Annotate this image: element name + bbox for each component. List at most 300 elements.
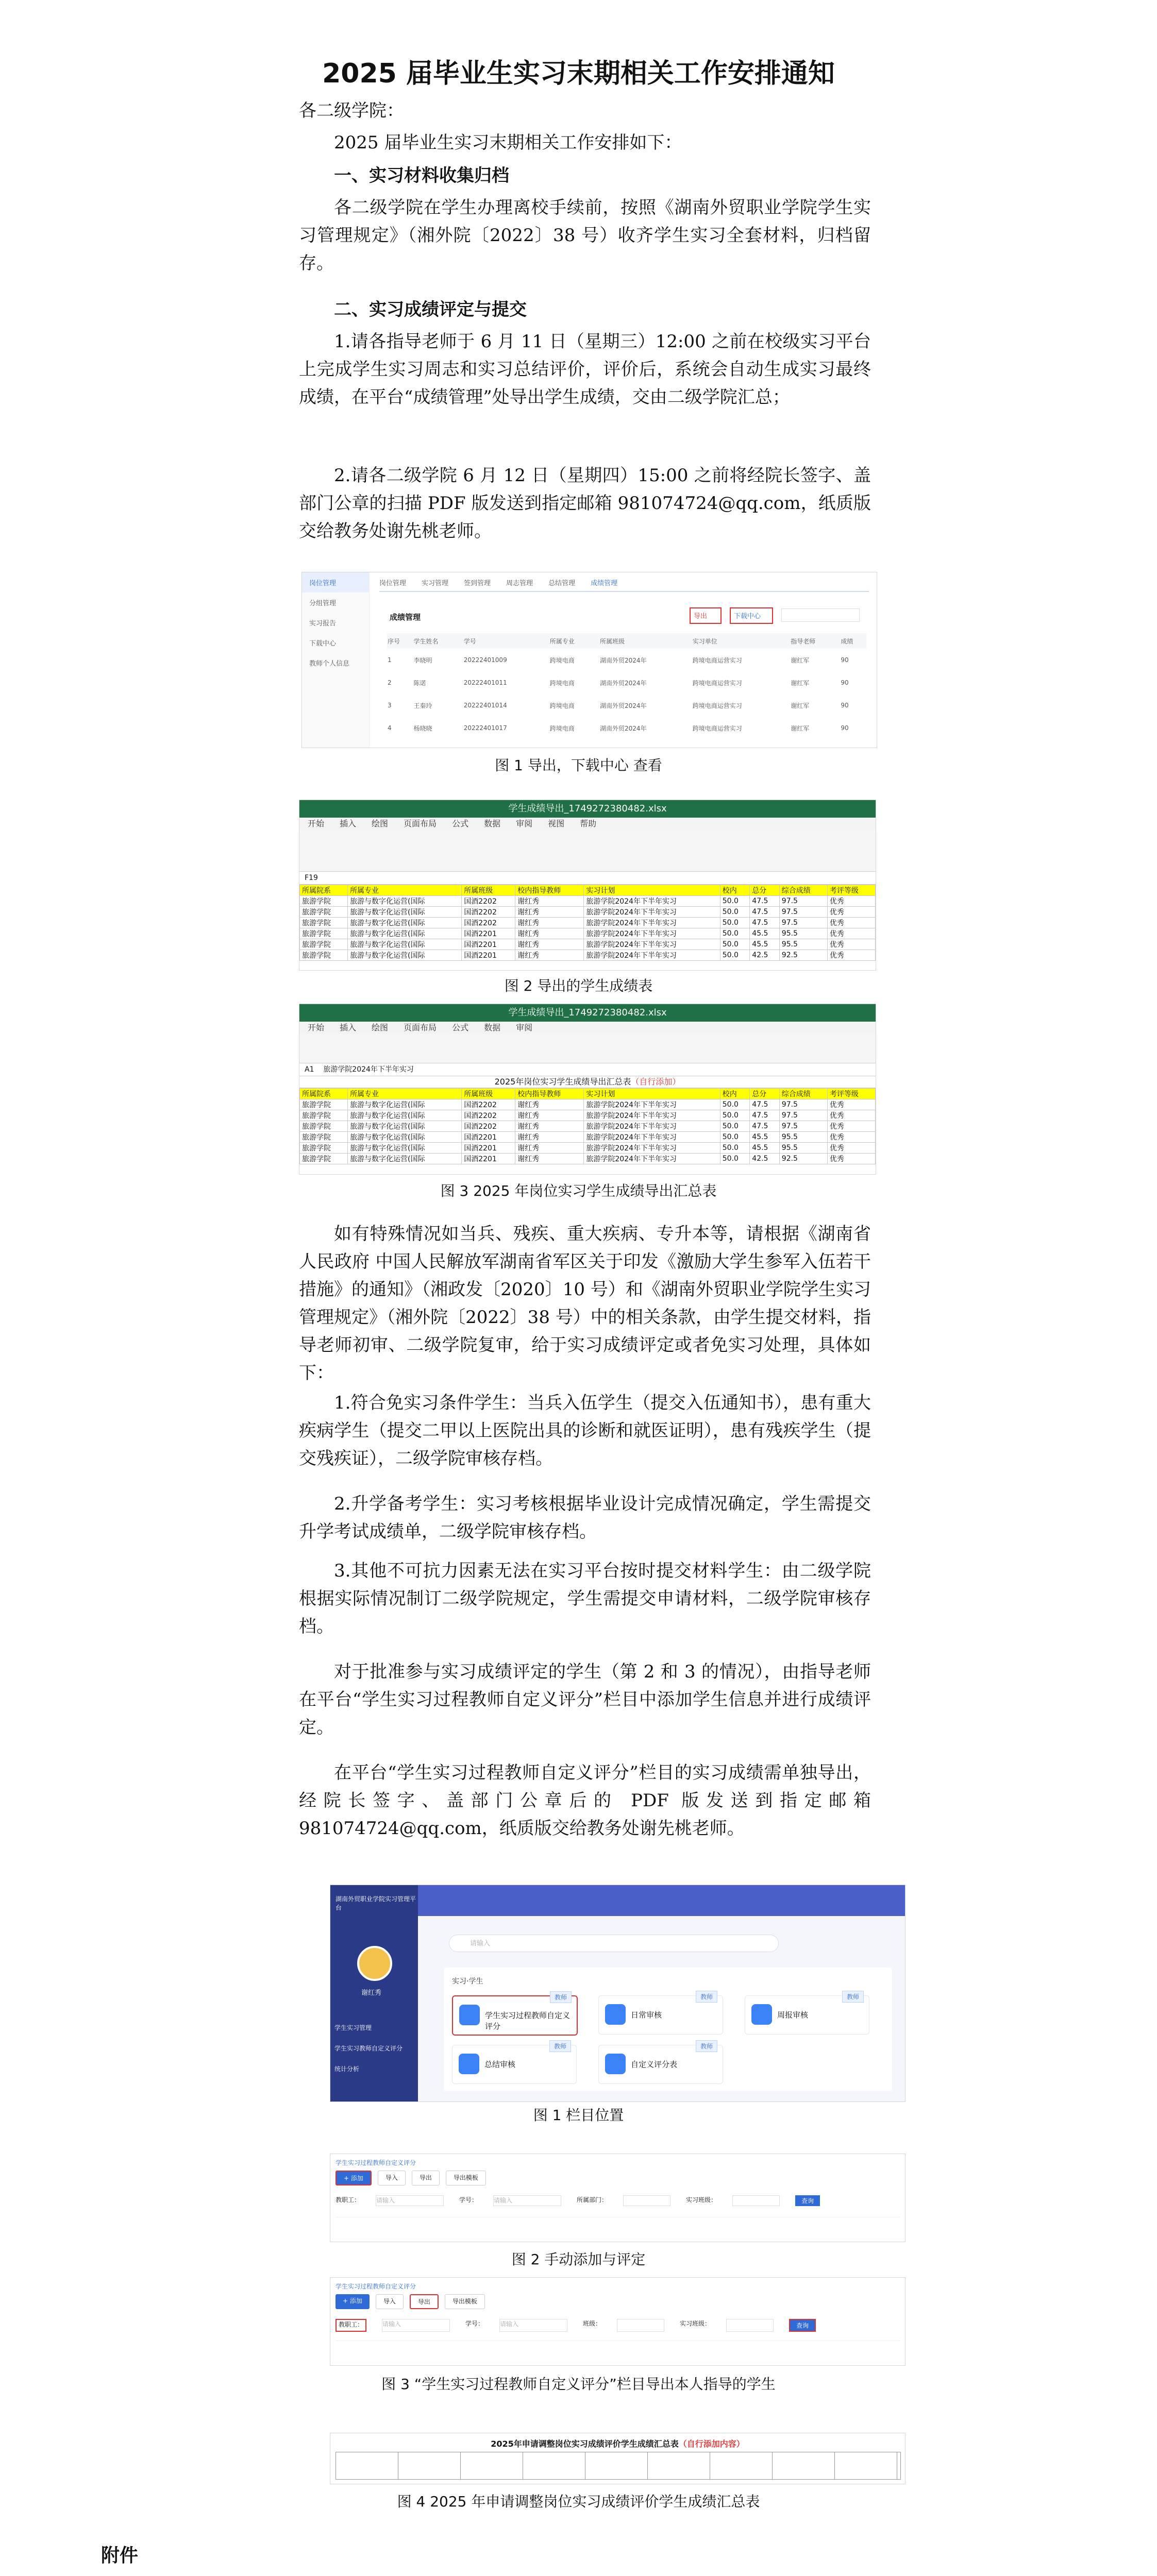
card-tag: 教师: [696, 2040, 717, 2052]
excel-sheet: [299, 885, 876, 961]
filter-label: 实习班级：: [680, 2320, 711, 2327]
table-cell: 97.5: [779, 896, 827, 907]
table-cell: 42.5: [750, 1154, 780, 1164]
excel-formula-bar[interactable]: [299, 1063, 876, 1076]
table-row: [387, 671, 866, 694]
section-title: 成绩管理: [390, 613, 421, 622]
filter-select[interactable]: [623, 2195, 670, 2206]
table-cell: 谢红秀: [515, 950, 584, 961]
add-button[interactable]: + 添加: [336, 2294, 370, 2309]
table-cell: 湖南外贸2024年: [599, 724, 647, 732]
figure-caption: 图 4 2025 年申请调整岗位实习成绩评价学生成绩汇总表: [397, 2493, 760, 2510]
table-cell: 90: [841, 679, 849, 686]
table-cell: 旅游学院: [300, 1110, 348, 1121]
column-header: 考评等级: [827, 1089, 875, 1099]
table-row: [387, 649, 866, 671]
table-cell: 旅游学院2024年下半年实习: [584, 1121, 720, 1132]
table-cell: 优秀: [827, 918, 875, 928]
table-cell: 50.0: [720, 918, 750, 928]
table-row: [300, 896, 876, 907]
table-cell: 旅游学院2024年下半年实习: [584, 939, 720, 950]
table-cell: 45.5: [750, 928, 780, 939]
paragraph-force-majeure: 3.其他不可抗力因素无法在实习平台按时提交材料学生：由二级学院根据实际情况制订二级学院规定，学生需提交申请材料，二级学院审核存档。: [299, 1561, 871, 1637]
table-cell: 45.5: [750, 1143, 780, 1154]
portal-menu-item[interactable]: 学生实习管理: [334, 2024, 372, 2031]
table-cell: 50.0: [720, 928, 750, 939]
column-header: 所属院系: [300, 885, 348, 896]
filter-label: 班级：: [583, 2320, 602, 2327]
template-grid: [336, 2452, 901, 2480]
figure-caption: 图 2 手动添加与评定: [511, 2251, 646, 2268]
table-cell: 旅游学院: [300, 1132, 348, 1143]
figure-excel-summary: [299, 1004, 876, 1175]
figure-caption: 图 3 “学生实习过程教师自定义评分”栏目导出本人指导的学生: [381, 2376, 776, 2393]
app-icon: [751, 2004, 772, 2025]
table-cell: 50.0: [720, 1143, 750, 1154]
table-cell: 旅游学院2024年下半年实习: [584, 1132, 720, 1143]
card-tag: 教师: [549, 2040, 571, 2052]
table-cell: 谢红秀: [515, 1154, 584, 1164]
table-cell: 50.0: [720, 1154, 750, 1164]
export-template-button[interactable]: 导出模板: [446, 2171, 486, 2185]
card-label: 总结审核: [484, 2060, 516, 2069]
table-cell: 跨境电商: [549, 724, 575, 732]
table-cell: 国酒2202: [462, 907, 515, 918]
section-heading-2: 二、实习成绩评定与提交: [334, 299, 527, 320]
table-row: [300, 1143, 876, 1154]
table-cell: 谢红军: [791, 702, 810, 709]
tab-item[interactable]: 周志管理: [506, 580, 533, 587]
column-header: 校内: [720, 1089, 750, 1099]
import-button[interactable]: 导入: [378, 2171, 406, 2185]
sidebar-item[interactable]: 下载中心: [309, 640, 337, 648]
table-row: [300, 1154, 876, 1164]
column-header: 学号: [463, 637, 476, 645]
app-icon: [459, 2005, 480, 2025]
menu-item[interactable]: 审阅: [516, 819, 533, 828]
card-tag: 教师: [550, 1991, 572, 2003]
paragraph-special-cases: 如有特殊情况如当兵、残疾、重大疾病、专升本等，请根据《湖南省人民政府 中国人民解放军湖南省军区关于印发《激励大学生参军入伍若干措施》的通知》（湘政发〔2020〕10 号）和《湖南外贸职业学院学生实习管理规定》（湘外院〔2022〕38 号）中的相关条款，由学生提交材料，指导老师初审、二级学院复审，给于实习成绩评定或者免实习处理，具体如下：: [299, 1224, 871, 1383]
portal-menu-item[interactable]: 统计分析: [334, 2065, 360, 2073]
template-title: [330, 2437, 905, 2449]
filter-select[interactable]: [732, 2195, 780, 2206]
table-cell: 90: [841, 724, 849, 732]
query-button[interactable]: 查询: [795, 2195, 820, 2206]
table-cell: 50.0: [720, 896, 750, 907]
table-cell: 旅游学院: [300, 1099, 348, 1110]
table-cell: 50.0: [720, 939, 750, 950]
column-header: 校内指导教师: [515, 1089, 584, 1099]
table-cell: 47.5: [750, 896, 780, 907]
column-header: 实习计划: [584, 885, 720, 896]
table-cell: 国酒2202: [462, 918, 515, 928]
tab-divider: [379, 591, 869, 592]
table-cell: 旅游学院: [300, 1143, 348, 1154]
figure-tabs: [379, 578, 617, 587]
excel-ribbon: [299, 830, 876, 872]
column-header: 所属班级: [599, 637, 625, 645]
table-cell: 旅游与数字化运营(国际: [348, 896, 462, 907]
sheet-title-row: [299, 1076, 876, 1088]
table-cell: 旅游学院2024年下半年实习: [584, 1154, 720, 1164]
table-row: [300, 1099, 876, 1110]
filter-select[interactable]: [617, 2319, 664, 2332]
app-icon: [459, 2054, 479, 2074]
excel-menu-bar: [299, 818, 876, 830]
column-header: 所属班级: [462, 1089, 515, 1099]
table-cell: 优秀: [827, 1132, 875, 1143]
excel-sheet: [299, 1088, 876, 1164]
table-cell: 旅游与数字化运营(国际: [348, 939, 462, 950]
sidebar-item[interactable]: 岗位管理: [302, 572, 369, 592]
table-cell: 湖南外贸2024年: [599, 702, 647, 709]
table-cell: 优秀: [827, 1143, 875, 1154]
table-cell: 王秦玲: [413, 702, 432, 709]
table-cell: 旅游学院2024年下半年实习: [584, 918, 720, 928]
table-cell: 谢红秀: [515, 1110, 584, 1121]
sheet-title: 2025年岗位实习学生成绩导出汇总表: [494, 1077, 631, 1087]
table-cell: 45.5: [750, 939, 780, 950]
breadcrumb: 学生实习过程教师自定义评分: [336, 2159, 416, 2166]
table-cell: 谢红秀: [515, 939, 584, 950]
table-cell: 50.0: [720, 1121, 750, 1132]
user-name: 谢红秀: [361, 1989, 382, 1997]
paragraph-export-custom: 在平台“学生实习过程教师自定义评分”栏目的实习成绩需单独导出，经院长签字、盖部门公章后的 PDF 版发送到指定邮箱 981074724@qq.com，纸质版交给教务处谢先桃老师。: [299, 1762, 871, 1839]
search-input[interactable]: 请输入: [449, 1935, 779, 1952]
menu-item[interactable]: 插入: [340, 819, 357, 828]
attachment-label: 附件: [101, 2545, 139, 2566]
table-cell: 优秀: [827, 896, 875, 907]
salutation: 各二级学院：: [299, 100, 404, 121]
table-cell: 4: [388, 724, 392, 732]
table-cell: 旅游学院2024年下半年实习: [584, 1110, 720, 1121]
tab-item[interactable]: 岗位管理: [379, 580, 407, 587]
table-row: [300, 1121, 876, 1132]
filter-input[interactable]: 请输入: [376, 2195, 444, 2206]
section-heading-1: 一、实习材料收集归档: [334, 165, 509, 186]
column-header: 综合成绩: [779, 1089, 827, 1099]
export-button[interactable]: 导出: [694, 613, 708, 620]
table-cell: 谢红秀: [515, 907, 584, 918]
excel-title-bar: 学生成绩导出_1749272380482.xlsx: [299, 1004, 876, 1022]
table-cell: 旅游与数字化运营(国际: [348, 1143, 462, 1154]
table-cell: 优秀: [827, 1154, 875, 1164]
table-cell: 国酒2202: [462, 1110, 515, 1121]
table-cell: 47.5: [750, 1121, 780, 1132]
card-label: 自定义评分表: [631, 2060, 678, 2069]
column-header: 校内: [720, 885, 750, 896]
table-cell: 97.5: [779, 1121, 827, 1132]
table-cell: 旅游学院2024年下半年实习: [584, 928, 720, 939]
table-cell: 旅游学院: [300, 950, 348, 961]
table-row: [300, 907, 876, 918]
table-cell: 97.5: [779, 907, 827, 918]
menu-item[interactable]: 数据: [484, 819, 501, 828]
menu-item[interactable]: 绘图: [372, 819, 389, 828]
table-cell: 92.5: [779, 950, 827, 961]
table-cell: 50.0: [720, 1132, 750, 1143]
table-cell: 跨境电商运营实习: [692, 702, 742, 709]
table-cell: 陈诺: [413, 679, 426, 687]
table-cell: 2: [388, 679, 392, 686]
table-cell: 旅游与数字化运营(国际: [348, 1099, 462, 1110]
table-cell: 旅游与数字化运营(国际: [348, 918, 462, 928]
tab-item[interactable]: 实习管理: [422, 580, 449, 587]
menu-item[interactable]: 页面布局: [404, 1023, 437, 1032]
column-header: 所属专业: [549, 637, 575, 645]
template-title-note: （自行添加内容）: [678, 2439, 745, 2449]
table-cell: 20222401011: [463, 679, 507, 686]
excel-ribbon: [299, 1034, 876, 1063]
portal-card-summary[interactable]: [452, 2045, 577, 2084]
paragraph-exemption: 1.符合免实习条件学生：当兵入伍学生（提交入伍通知书），患有重大疾病学生（提交二甲以上医院出具的诊断和就医证明），患有残疾学生（提交残疾证），二级学院审核存档。: [299, 1393, 871, 1469]
table-cell: 国酒2202: [462, 896, 515, 907]
table-cell: 谢红秀: [515, 918, 584, 928]
filter-bar: [336, 2319, 900, 2332]
table-cell: 国酒2202: [462, 1099, 515, 1110]
tab-item[interactable]: 签到管理: [464, 580, 491, 587]
table-cell: 47.5: [750, 1099, 780, 1110]
app-icon: [605, 2004, 626, 2025]
template-title-text: 2025年申请调整岗位实习成绩评价学生成绩汇总表: [491, 2439, 679, 2449]
sidebar-item[interactable]: 教师个人信息: [309, 660, 350, 668]
column-header: 总分: [750, 885, 780, 896]
filter-label: 所属部门：: [577, 2196, 608, 2204]
toolbar: [336, 2171, 486, 2185]
table-cell: 李晓明: [413, 656, 432, 664]
tab-item[interactable]: 总结管理: [548, 580, 576, 587]
filter-label: 教职工：: [336, 2196, 361, 2204]
import-button[interactable]: 导入: [376, 2294, 404, 2309]
figure-grade-management-screenshot: [301, 572, 877, 748]
table-cell: 优秀: [827, 1110, 875, 1121]
table-row: [387, 694, 866, 717]
portal-menu-item[interactable]: 学生实习教师自定义评分: [334, 2045, 403, 2052]
table-cell: 90: [841, 702, 849, 709]
table-cell: 谢红秀: [515, 896, 584, 907]
table-cell: 95.5: [779, 939, 827, 950]
table-cell: 谢红秀: [515, 928, 584, 939]
table-cell: 国酒2201: [462, 1132, 515, 1143]
paragraph-approved-students: 对于批准参与实习成绩评定的学生（第 2 和 3 的情况），由指导老师在平台“学生实习过程教师自定义评分”栏目中添加学生信息并进行成绩评定。: [299, 1662, 871, 1738]
tab-item-active[interactable]: 成绩管理: [591, 580, 618, 587]
table-cell: 旅游学院: [300, 939, 348, 950]
filter-input[interactable]: 请输入: [499, 2319, 567, 2332]
table-row: [300, 950, 876, 961]
excel-formula-bar[interactable]: F19: [299, 872, 876, 885]
table-cell: 旅游学院: [300, 1121, 348, 1132]
column-header: 指导老师: [791, 637, 816, 645]
sidebar-item[interactable]: 分组管理: [309, 600, 337, 607]
column-header: 所属班级: [462, 885, 515, 896]
toolbar: [336, 2294, 485, 2309]
table-cell: 旅游学院: [300, 896, 348, 907]
download-center-button[interactable]: 下载中心: [734, 613, 761, 620]
menu-item[interactable]: 页面布局: [404, 819, 437, 828]
portal-card-weekly[interactable]: [745, 1995, 869, 2035]
column-header: 成绩: [841, 637, 853, 645]
excel-title-bar: 学生成绩导出_1749272380482.xlsx: [299, 800, 876, 818]
table-cell: 95.5: [779, 1143, 827, 1154]
table-cell: 谢红秀: [515, 1132, 584, 1143]
table-cell: 旅游与数字化运营(国际: [348, 1132, 462, 1143]
figure-caption: 图 2 导出的学生成绩表: [504, 977, 653, 994]
column-header: 序号: [388, 637, 400, 645]
table-cell: 跨境电商: [549, 656, 575, 664]
table-cell: 20222401014: [463, 702, 507, 709]
table-cell: 97.5: [779, 1110, 827, 1121]
figure-caption: 图 1 栏目位置: [533, 2107, 624, 2124]
table-cell: 50.0: [720, 907, 750, 918]
table-cell: 跨境电商: [549, 702, 575, 709]
table-cell: 旅游与数字化运营(国际: [348, 1121, 462, 1132]
portal-card-daily[interactable]: [598, 1995, 723, 2035]
menu-item[interactable]: 公式: [452, 1023, 469, 1032]
portal-school-name: 湖南外贸职业学院实习管理平台: [336, 1895, 416, 1911]
menu-item[interactable]: 审阅: [516, 1023, 533, 1032]
paragraph-grading-1: 1.请各指导老师于 6 月 11 日（星期三）12:00 之前在校级实习平台上完成学生实习周志和实习总结评价，评价后，系统会自动生成实习最终成绩，在平台“成绩管理”处导出学生成绩，交由二级学院汇总；: [299, 331, 871, 408]
filter-input[interactable]: 请输入: [493, 2195, 561, 2206]
table-cell: 47.5: [750, 1110, 780, 1121]
table-cell: 国酒2201: [462, 1143, 515, 1154]
filter-label: 学号：: [459, 2196, 478, 2204]
avatar: [357, 1946, 392, 1981]
table-cell: 谢红军: [791, 724, 810, 732]
table-cell: 92.5: [779, 1154, 827, 1164]
menu-item[interactable]: 开始: [308, 819, 325, 828]
card-label: 日常审核: [631, 2010, 662, 2020]
column-header: 考评等级: [827, 885, 875, 896]
table-cell: 谢红秀: [515, 1121, 584, 1132]
column-header: 实习单位: [692, 637, 717, 645]
table-cell: 优秀: [827, 907, 875, 918]
paragraph-archive: 各二级学院在学生办理离校手续前，按照《湖南外贸职业学院学生实习管理规定》（湘外院〔2022〕38 号）收齐学生实习全套材料，归档留存。: [299, 197, 871, 274]
figure-manual-add: [330, 2154, 906, 2242]
column-header: 所属专业: [348, 1089, 462, 1099]
figure-export-own: [330, 2277, 906, 2366]
table-cell: 跨境电商运营实习: [692, 679, 742, 687]
sidebar-item[interactable]: 实习报告: [309, 620, 337, 628]
sheet-title-note: （自行添加）: [631, 1077, 681, 1087]
table-cell: 跨境电商运营实习: [692, 656, 742, 664]
column-header: 总分: [750, 1089, 780, 1099]
table-header-row: [300, 1089, 876, 1099]
menu-item[interactable]: 绘图: [372, 1023, 389, 1032]
export-button[interactable]: 导出: [412, 2171, 440, 2185]
table-cell: 优秀: [827, 1099, 875, 1110]
table-cell: 旅游学院: [300, 1154, 348, 1164]
table-cell: 谢红军: [791, 679, 810, 687]
filter-input[interactable]: 请输入: [382, 2319, 450, 2332]
paragraph-further-study: 2.升学备考学生：实习考核根据毕业设计完成情况确定，学生需提交升学考试成绩单，二级学院审核存档。: [299, 1494, 871, 1542]
card-tag: 教师: [842, 1991, 864, 2003]
table-cell: 谢红秀: [515, 1143, 584, 1154]
export-template-button[interactable]: 导出模板: [445, 2294, 485, 2309]
add-button[interactable]: + 添加: [336, 2171, 372, 2185]
table-cell: 97.5: [779, 918, 827, 928]
table-cell: 跨境电商: [549, 679, 575, 687]
figure-portal-location: [330, 1885, 906, 2102]
table-cell: 优秀: [827, 939, 875, 950]
menu-item[interactable]: 数据: [484, 1023, 501, 1032]
figure-caption: 图 3 2025 年岗位实习学生成绩导出汇总表: [440, 1182, 717, 1199]
table-cell: 旅游与数字化运营(国际: [348, 928, 462, 939]
figure-summary-template: [330, 2433, 906, 2484]
table-cell: 国酒2201: [462, 939, 515, 950]
portal-card-custom-form[interactable]: [598, 2045, 723, 2084]
table-header-row: [387, 633, 866, 649]
table-cell: 国酒2201: [462, 928, 515, 939]
filter-label: 学号：: [465, 2320, 484, 2327]
card-tag: 教师: [696, 1991, 717, 2003]
portal-card-custom-score[interactable]: [452, 1995, 578, 2036]
column-header: 校内指导教师: [515, 885, 584, 896]
table-cell: 50.0: [720, 1110, 750, 1121]
column-header: 实习计划: [584, 1089, 720, 1099]
breadcrumb: 学生实习过程教师自定义评分: [336, 2283, 416, 2290]
menu-item[interactable]: 插入: [340, 1023, 357, 1032]
table-row: [300, 1132, 876, 1143]
table-cell: 国酒2202: [462, 1121, 515, 1132]
table-cell: 95.5: [779, 1132, 827, 1143]
card-label: 周报审核: [777, 2010, 809, 2020]
intro-paragraph: 2025 届毕业生实习末期相关工作安排如下：: [334, 132, 682, 153]
search-box[interactable]: [781, 608, 860, 622]
table-cell: 旅游学院2024年下半年实习: [584, 896, 720, 907]
filter-bar: [336, 2195, 900, 2206]
table-cell: 旅游学院2024年下半年实习: [584, 950, 720, 961]
table-row: [300, 1110, 876, 1121]
column-header: 综合成绩: [779, 885, 827, 896]
query-button[interactable]: 查询: [789, 2319, 816, 2332]
filter-label: 实习班级：: [686, 2196, 717, 2204]
menu-item[interactable]: 公式: [452, 819, 469, 828]
table-row: [387, 717, 866, 739]
table-cell: 旅游学院: [300, 928, 348, 939]
menu-item[interactable]: 开始: [308, 1023, 325, 1032]
table-cell: 国酒2201: [462, 950, 515, 961]
table-cell: 优秀: [827, 1121, 875, 1132]
menu-item[interactable]: 视图: [548, 819, 565, 828]
table-cell: 旅游学院2024年下半年实习: [584, 1099, 720, 1110]
table-cell: 1: [388, 656, 392, 664]
app-icon: [605, 2054, 626, 2074]
cell-reference: A1: [305, 1065, 314, 1074]
paragraph-grading-2: 2.请各二级学院 6 月 12 日（星期四）15:00 之前将经院长签字、盖部门公章的扫描 PDF 版发送到指定邮箱 981074724@qq.com，纸质版交给教务处谢先桃老师。: [299, 465, 871, 541]
grade-table: [387, 633, 866, 739]
page-title: 2025 届毕业生实习末期相关工作安排通知: [322, 58, 835, 89]
table-cell: 旅游与数字化运营(国际: [348, 950, 462, 961]
excel-menu-bar: [299, 1022, 876, 1034]
card-label: 学生实习过程教师自定义评分: [485, 2011, 571, 2031]
filter-label: 教职工：: [336, 2319, 366, 2332]
table-cell: 湖南外贸2024年: [599, 679, 647, 687]
filter-select[interactable]: [726, 2319, 774, 2332]
table-cell: 旅游与数字化运营(国际: [348, 907, 462, 918]
table-cell: 42.5: [750, 950, 780, 961]
table-cell: 47.5: [750, 907, 780, 918]
figure-excel-export: [299, 800, 876, 971]
table-cell: 谢红军: [791, 656, 810, 664]
table-cell: 优秀: [827, 950, 875, 961]
table-cell: 旅游学院: [300, 907, 348, 918]
table-row: [300, 918, 876, 928]
menu-item[interactable]: 帮助: [580, 819, 597, 828]
table-row: [300, 939, 876, 950]
export-button[interactable]: 导出: [410, 2294, 439, 2309]
table-cell: 97.5: [779, 1099, 827, 1110]
table-cell: 95.5: [779, 928, 827, 939]
